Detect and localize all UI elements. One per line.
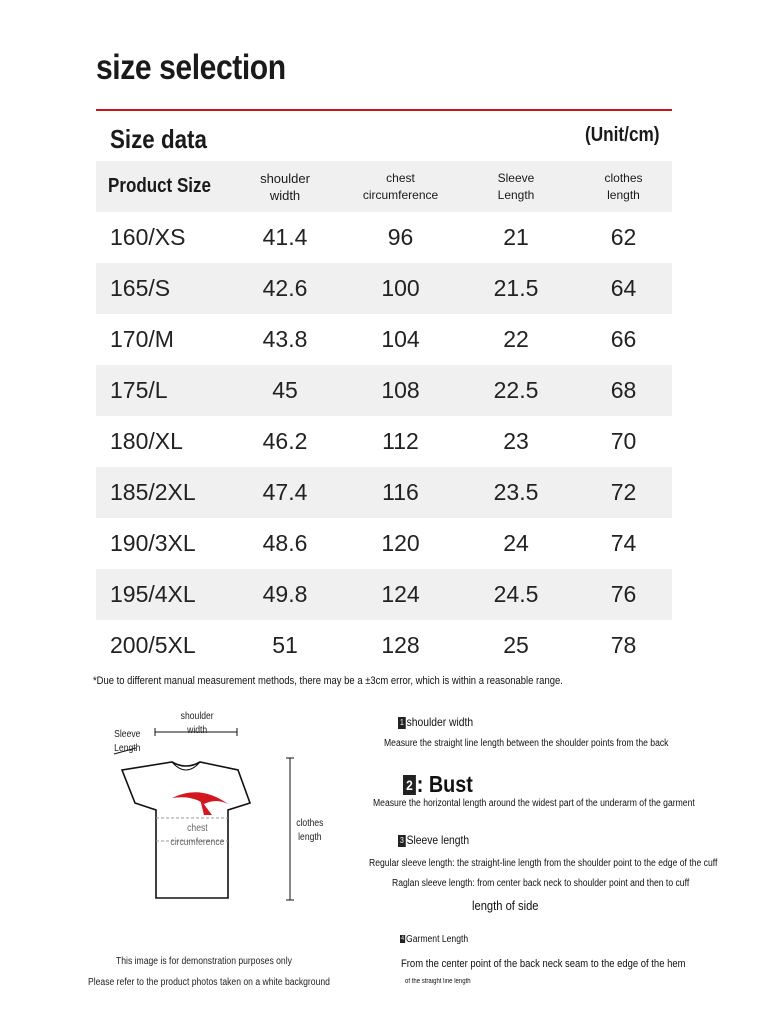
size-cell: 200/5XL — [110, 632, 196, 658]
measurement-cell: 78 — [610, 632, 637, 658]
measurement-cell: 24 — [503, 530, 529, 556]
sleeve-length-title: 3 Sleeve length — [399, 833, 470, 847]
measurement-cell: 24.5 — [493, 581, 539, 607]
demo-note-line2: Please refer to the product photos taken on a white background — [88, 977, 330, 988]
table-row — [96, 569, 672, 620]
size-data-heading: Size data — [110, 124, 207, 154]
garment-length-subtext: of the straight line length — [405, 978, 471, 985]
size-cell: 195/4XL — [110, 581, 196, 607]
brand-logo — [172, 792, 228, 804]
sleeve-length-text-raglan: Raglan sleeve length: from center back neck to shoulder point and then to cuff — [392, 878, 690, 889]
shoulder-width-title: 1 shoulder width — [399, 715, 474, 729]
diagram-clothes-label: clothes length — [296, 818, 324, 843]
size-cell: 175/L — [110, 377, 168, 403]
size-cell: 185/2XL — [110, 479, 196, 505]
measurement-cell: 112 — [382, 428, 419, 454]
measurement-cell: 46.2 — [262, 428, 308, 454]
measurement-cell: 25 — [503, 632, 529, 658]
measurement-cell: 100 — [381, 275, 420, 301]
measurement-cell: 48.6 — [262, 530, 308, 556]
measurement-cell: 22 — [503, 326, 529, 352]
header-sleeve-length: Sleeve Length — [497, 170, 535, 202]
shoulder-width-text: Measure the straight line length between the shoulder points from the back — [384, 738, 669, 749]
number-badge-icon: 3 — [399, 835, 404, 845]
measurement-cell: 66 — [610, 326, 637, 352]
number-badge-icon: 4 — [401, 936, 405, 943]
diagram-chest-label: chest circumference — [170, 823, 225, 848]
measurement-cell: 21.5 — [493, 275, 539, 301]
bust-text: Measure the horizontal length around the widest part of the underarm of the garment — [373, 798, 695, 809]
table-row — [96, 365, 672, 416]
measurement-cell: 23 — [503, 428, 529, 454]
page-title: size selection — [96, 48, 286, 87]
number-badge-icon: 1 — [399, 717, 404, 727]
diagram-sleeve-label: Sleeve Length — [114, 729, 141, 754]
measurement-cell: 47.4 — [262, 479, 308, 505]
size-table — [96, 161, 672, 671]
unit-label: (Unit/cm) — [585, 124, 660, 146]
measurement-cell: 23.5 — [493, 479, 539, 505]
measurement-cell: 51 — [272, 632, 298, 658]
table-header-row — [96, 161, 672, 212]
measurement-cell: 62 — [610, 224, 637, 250]
table-row — [96, 416, 672, 467]
measurement-cell: 124 — [381, 581, 420, 607]
sleeve-length-text-regular: Regular sleeve length: the straight-line length from the shoulder point to the edge of the cuff — [369, 858, 718, 869]
diagram-shoulder-label: shoulder width — [180, 711, 214, 736]
size-cell: 170/M — [110, 326, 174, 352]
table-row — [96, 467, 672, 518]
table-row — [96, 620, 672, 671]
measurement-cell: 72 — [610, 479, 637, 505]
header-shoulder-width: shoulder width — [260, 170, 310, 203]
size-cell: 160/XS — [110, 224, 186, 250]
header-clothes-length: clothes length — [604, 170, 643, 202]
sleeve-length-text-side: length of side — [472, 898, 539, 913]
measurement-footnote: *Due to different manual measurement methods, there may be a ±3cm error, which is within a reasonable range. — [93, 675, 563, 687]
measurement-cell: 76 — [610, 581, 637, 607]
header-chest-circumference: chest circumference — [362, 170, 439, 202]
clothes-length-measure-line — [286, 758, 294, 900]
measurement-cell: 120 — [381, 530, 420, 556]
measurement-cell: 96 — [387, 224, 414, 250]
demo-note-line1: This image is for demonstration purposes only — [116, 956, 292, 967]
size-cell: 180/XL — [110, 428, 183, 454]
measurement-cell: 43.8 — [262, 326, 308, 352]
measurement-cell: 42.6 — [262, 275, 308, 301]
measurement-cell: 104 — [381, 326, 420, 352]
table-row — [96, 212, 672, 263]
measurement-cell: 21 — [503, 224, 529, 250]
measurement-cell: 108 — [381, 377, 420, 403]
size-cell: 190/3XL — [110, 530, 196, 556]
number-badge-icon: 2 — [403, 775, 416, 795]
garment-length-text: From the center point of the back neck seam to the edge of the hem — [401, 958, 686, 970]
measurement-cell: 74 — [610, 530, 637, 556]
measurement-cell: 68 — [610, 377, 637, 403]
measurement-cell: 41.4 — [262, 224, 308, 250]
table-row — [96, 263, 672, 314]
measurement-cell: 22.5 — [493, 377, 539, 403]
measurement-cell: 49.8 — [262, 581, 308, 607]
header-product-size: Product Size — [108, 175, 211, 197]
table-row — [96, 314, 672, 365]
measurement-cell: 116 — [382, 479, 419, 505]
measurement-cell: 128 — [381, 632, 420, 658]
title-divider — [96, 109, 672, 111]
tshirt-diagram — [100, 700, 360, 930]
measurement-cell: 45 — [272, 377, 298, 403]
measurement-cell: 64 — [610, 275, 637, 301]
measurement-cell: 70 — [610, 428, 637, 454]
bust-title: 2 : Bust — [403, 771, 473, 798]
size-cell: 165/S — [110, 275, 171, 301]
table-row — [96, 518, 672, 569]
garment-length-title: 4 Garment Length — [401, 934, 469, 945]
